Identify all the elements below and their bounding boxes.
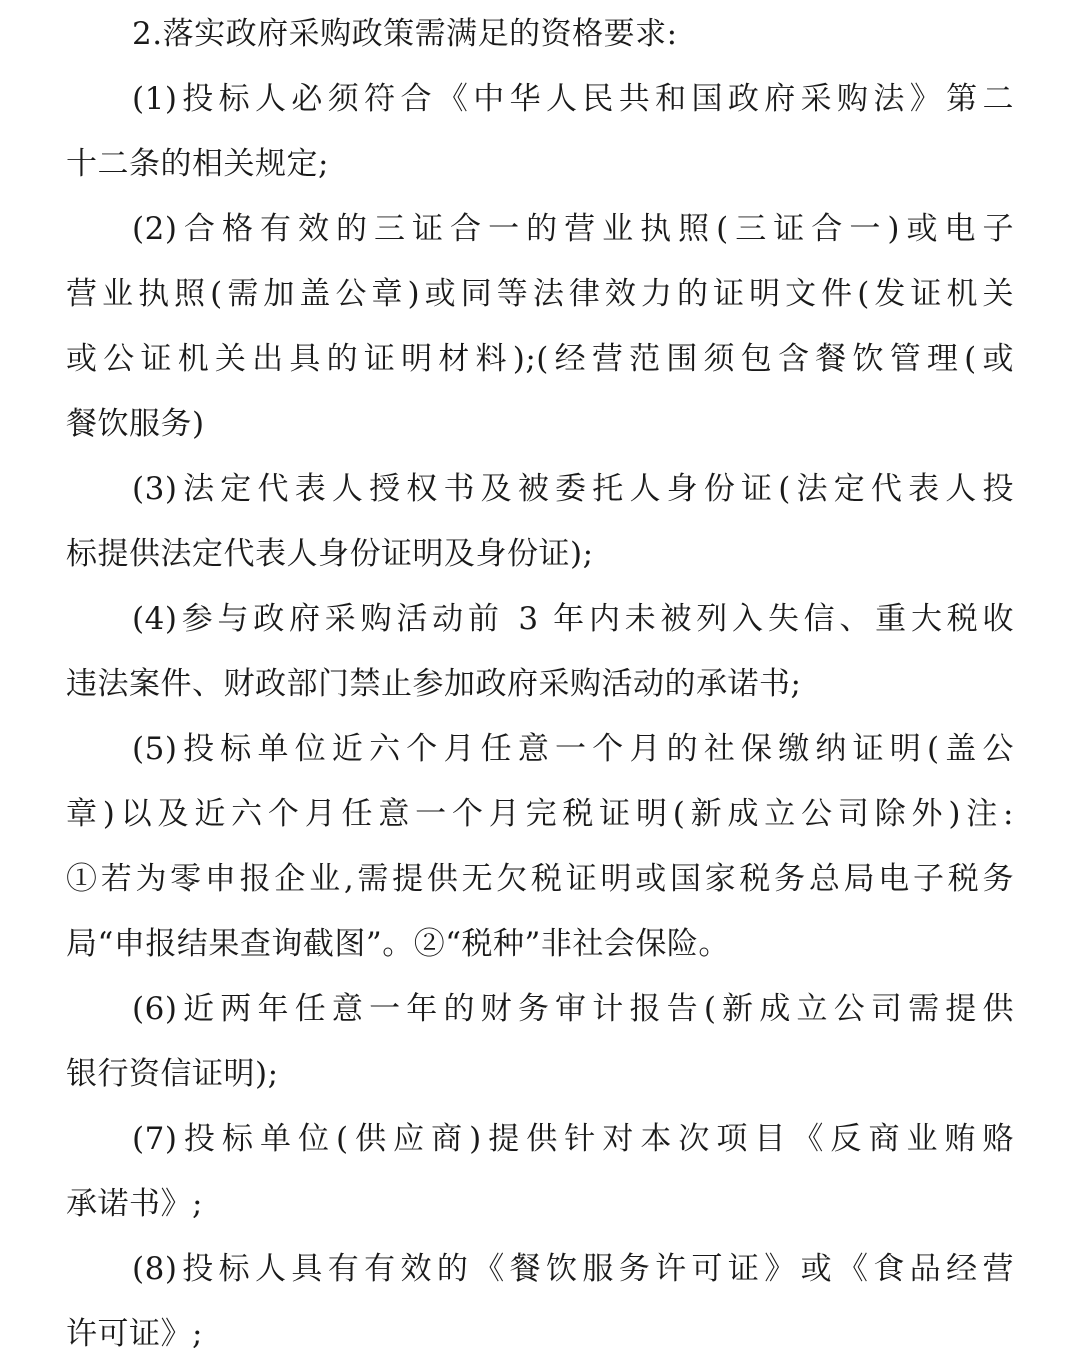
paragraph-line: 承诺书》; — [66, 1186, 203, 1222]
paragraph-line: 章)以及近六个月任意一个月完税证明(新成立公司除外)注: — [66, 796, 1014, 832]
paragraph-line: 标提供法定代表人身份证明及身份证); — [66, 536, 594, 572]
paragraph-line: 营业执照(需加盖公章)或同等法律效力的证明文件(发证机关 — [66, 276, 1014, 312]
item-5 — [66, 717, 1014, 977]
paragraph-line: 十二条的相关规定; — [66, 146, 329, 182]
paragraph-line: (6)近两年任意一年的财务审计报告(新成立公司需提供 — [132, 991, 1014, 1027]
paragraph-line: 局“申报结果查询截图”。②“税种”非社会保险。 — [66, 926, 730, 962]
document-body — [66, 2, 1014, 1367]
paragraph-line: 许可证》; — [66, 1316, 203, 1352]
paragraph-line: 或公证机关出具的证明材料);(经营范围须包含餐饮管理(或 — [66, 341, 1014, 377]
item-6 — [66, 977, 1014, 1107]
paragraph-line: 餐饮服务) — [66, 406, 205, 442]
item-2 — [66, 197, 1014, 457]
section-heading: 2.落实政府采购政策需满足的资格要求: — [132, 16, 678, 52]
item-7 — [66, 1107, 1014, 1237]
paragraph-line: 违法案件、财政部门禁止参加政府采购活动的承诺书; — [66, 666, 802, 702]
paragraph-line: ①若为零申报企业,需提供无欠税证明或国家税务总局电子税务 — [66, 861, 1014, 897]
paragraph-line: (8)投标人具有有效的《餐饮服务许可证》或《食品经营 — [132, 1251, 1014, 1287]
paragraph-line: (5)投标单位近六个月任意一个月的社保缴纳证明(盖公 — [132, 731, 1014, 767]
item-3 — [66, 457, 1014, 587]
item-4 — [66, 587, 1014, 717]
paragraph-line: 银行资信证明); — [66, 1056, 279, 1092]
paragraph-line: (1)投标人必须符合《中华人民共和国政府采购法》第二 — [132, 81, 1014, 117]
paragraph-line: (4)参与政府采购活动前 3 年内未被列入失信、重大税收 — [132, 601, 1014, 637]
item-1 — [66, 67, 1014, 197]
paragraph-line: (7)投标单位(供应商)提供针对本次项目《反商业贿赂 — [132, 1121, 1014, 1157]
paragraph-line: (3)法定代表人授权书及被委托人身份证(法定代表人投 — [132, 471, 1014, 507]
paragraph-line: (2)合格有效的三证合一的营业执照(三证合一)或电子 — [132, 211, 1014, 247]
